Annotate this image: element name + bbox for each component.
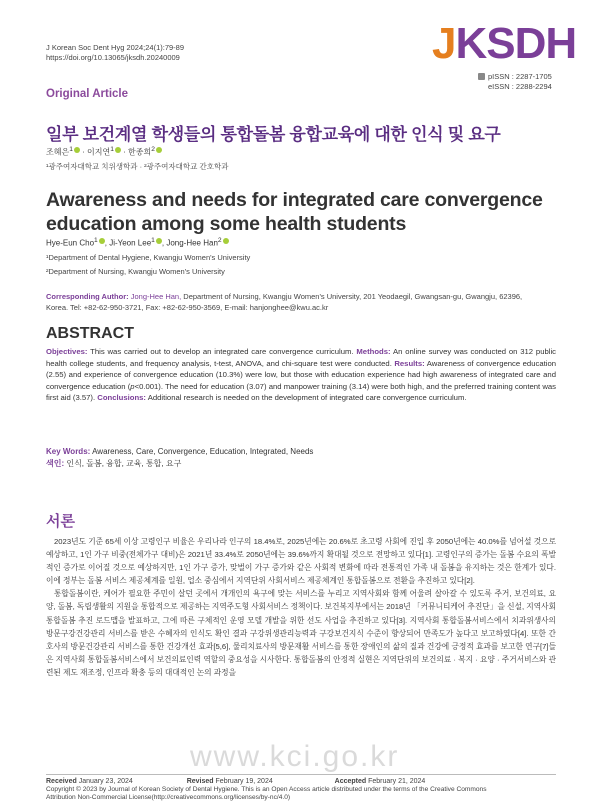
orcid-icon[interactable]: [74, 147, 80, 153]
eissn: eISSN : 2288-2294: [488, 82, 552, 91]
journal-citation: J Korean Soc Dent Hyg 2024;24(1):79-89: [46, 43, 184, 52]
title-english-line2: education among some health students: [46, 213, 407, 235]
intro-body: [46, 535, 556, 679]
title-korean: 일부 보건계열 학생들의 통합돌봄 융합교육에 대한 인식 및 요구: [46, 125, 501, 144]
keywords-korean: 색인: 인식, 돌봄, 융합, 교육, 통합, 요구: [46, 459, 182, 468]
pissn: pISSN : 2287-1705: [478, 72, 552, 82]
orcid-icon[interactable]: [223, 238, 229, 244]
journal-logo: [432, 19, 577, 68]
orcid-icon[interactable]: [99, 238, 105, 244]
logo-ksdh: KSDH: [455, 19, 577, 68]
orcid-icon[interactable]: [156, 238, 162, 244]
affiliation-english-1: ¹Department of Dental Hygiene, Kwangju Women's University: [46, 253, 251, 262]
open-access-icon: [478, 73, 485, 80]
keywords-english: Key Words: Awareness, Care, Convergence, Education, Integrated, Needs: [46, 447, 314, 456]
abstract-heading: ABSTRACT: [46, 325, 134, 342]
orcid-icon[interactable]: [115, 147, 121, 153]
title-english-line1: Awareness and needs for integrated care convergence: [46, 189, 543, 211]
article-type: Original Article: [46, 88, 129, 100]
affiliation-korean: ¹광주여자대학교 치위생학과 · ²광주여자대학교 간호학과: [46, 162, 229, 171]
corresponding-author: Corresponding Author: Jong-Hee Han, Department of Nursing, Kwangju Women's University, 201 Yeodaegil, Gwangsan-gu, Gwangju, 62396, Korea. Tel: +82-62-950-3721, Fax: +82-62-950-3569, E-mail: hanjonghee@kwu.ac.kr: [46, 292, 523, 312]
intro-paragraph-1: 2023년도 기준 65세 이상 고령인구 비율은 우리나라 인구의 18.4%로, 2025년에는 20.6%로 초고령 사회에 진입 후 2050년에는 40.0%를 넘어설 것으로 예상하고, 1인 가구 비중(전체가구 대비)은 2021년 33.4%로 2050년에는 39.6%까지 확대될 것으로 전망하고 있다[1]. 고령인구의 증가는 돌봄 수요의 폭발적인 증가로 이어질 것으로 예상하지만, 1인 가구 증가, 맞벌이 가구 증가와 같은 사회적 변화에 따라 전통적인 가족 내 돌봄을 유지하는 것은 한계가 있다. 이에 정부는 돌봄 서비스 제공체계를 일원, 업소 중심에서 지역단위 사회서비스 제공체계인 통합돌봄으로 전환을 추진하고 있다[2].: [46, 537, 556, 586]
abstract-body: Objectives: This was carried out to develop an integrated care convergence curriculum. Methods: An online survey was conducted on 312 public health college students, and frequency analysis, t-test, ANOVA, and chi-square test were conducted. Results: Awareness of convergence education (2.55) and experience of convergence education (10.3%) were low, but those with education experience had high awareness of integrated care and convergence education (p<0.001). The need for education (3.07) and manpower training (3.14) were both high, and the preferred training content was first aid (3.57). Conclusions: Additional research is needed on the development of integrated care convergence curriculum.: [46, 347, 557, 402]
doi-link[interactable]: https://doi.org/10.13065/jksdh.20240009: [46, 53, 180, 62]
affiliation-english-2: ²Department of Nursing, Kwangju Women's University: [46, 267, 225, 276]
intro-paragraph-2: 통합돌봄이란, 케어가 필요한 주민이 살던 곳에서 개개인의 욕구에 맞는 서비스를 누리고 지역사회와 함께 어울려 살아갈 수 있도록 주거, 보건의료, 요양, 돌봄, 독립생활의 지원을 통합적으로 제공하는 지역주도형 사회서비스 정책이다. 보건복지부에서는 2018년 「커뮤니티케어 추진단」을 신설, 지역사회 통합돌봄 추진 로드맵을 발표하고, 그에 따른 구체적인 운영 모델 개발을 위한 선도 사업을 추진하고 있다[3]. 지역사회 통합돌봄서비스에서 치과위생사의 방문구강건강관리 서비스를 받은 수혜자의 인식도 확인 결과 구강위생관리능력과 구강보건지식 수준이 향상되어 만족도가 높다고 보고하였다[4]. 또한 간호사의 방문건강관리 서비스를 통한 건강개선 효과[5,6], 물리치료사의 방문재활 서비스를 통한 장애인의 삶의 질과 건강에 긍정적 효과를 보고한 연구[7]들은 지역사회 통합돌봄서비스에서 보건의료인력 역할의 중요성을 시사한다. 통합돌봄의 안정적 실현은 지역단위의 보건의료 · 복지 · 요양 · 주거서비스와 관련된 제도 재조정, 인프라 확충 등의 대대적인 논의 과정을: [46, 589, 556, 677]
footer-divider: [46, 774, 556, 775]
watermark: www.kci.go.kr: [190, 740, 400, 773]
footer-copyright: Copyright © 2023 by Journal of Korean Society of Dental Hygiene. This is an Open Access article distributed under the terms of the Creative Commons Attribution Non-Commercial License(http://creativecommons.org/licenses/by-nc/4.0): [46, 786, 487, 801]
logo-j: J: [432, 19, 456, 68]
authors-korean: 조혜은$^1$ · 이지연$^1$ · 한종희$^2$: [46, 146, 162, 158]
intro-heading: 서론: [46, 513, 75, 530]
orcid-icon[interactable]: [156, 147, 162, 153]
footer-dates: Received January 23, 2024 Revised February 19, 2024 Accepted February 21, 2024: [46, 778, 426, 785]
authors-english: Hye-Eun Cho$^1$ , Ji-Yeon Lee$^1$ , Jong-Hee Han$^2$: [46, 237, 229, 248]
